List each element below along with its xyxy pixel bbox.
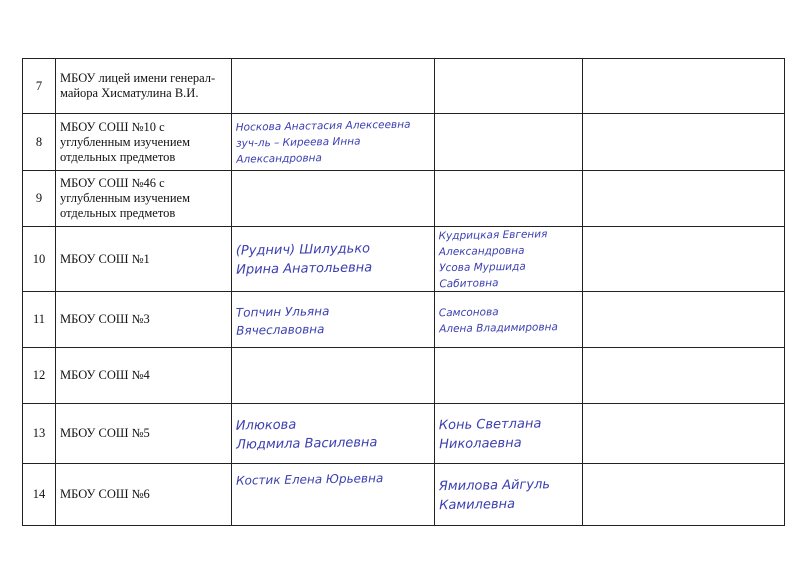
table-row (23, 348, 785, 404)
row-number: 11 (23, 292, 56, 348)
extra-cell (583, 464, 785, 526)
school-name: МБОУ СОШ №3 (56, 292, 232, 348)
handwritten-entry (236, 374, 430, 377)
row-number: 8 (23, 114, 56, 171)
row-number: 9 (23, 171, 56, 227)
participant-cell (232, 227, 435, 292)
school-name: МБОУ СОШ №1 (56, 227, 232, 292)
table-row (23, 227, 785, 292)
teacher-cell (435, 227, 583, 292)
row-number: 13 (23, 404, 56, 464)
participant-cell (232, 348, 435, 404)
handwritten-entry (587, 257, 780, 260)
handwritten-entry: Самсонова Алена Владимировна (438, 305, 558, 335)
handwritten-entry (587, 318, 780, 321)
row-number: 7 (23, 59, 56, 114)
handwritten-entry: Конь Светлана Николаевна (438, 415, 542, 452)
participant-cell (232, 171, 435, 227)
handwritten-entry (236, 84, 430, 87)
teacher-cell (435, 292, 583, 348)
school-name: МБОУ СОШ №10 с углубленным изучением отдельных предметов (56, 114, 232, 171)
teacher-cell (435, 171, 583, 227)
handwritten-entry (587, 197, 780, 200)
teacher-cell (435, 404, 583, 464)
handwritten-entry (587, 84, 780, 87)
row-number: 12 (23, 348, 56, 404)
row-number: 10 (23, 227, 56, 292)
handwritten-entry: Илюкова Людмила Василевна (235, 417, 378, 453)
participant-cell (232, 114, 435, 171)
extra-cell (583, 114, 785, 171)
handwritten-entry (439, 85, 578, 87)
extra-cell (583, 59, 785, 114)
extra-cell (583, 404, 785, 464)
handwritten-entry: Кудрицкая Евгения Александровна Усова Муршида Сабитовна (438, 228, 548, 291)
handwritten-entry: (Руднич) Шилудько Ирина Анатольевна (235, 241, 373, 278)
table-row (23, 292, 785, 348)
handwritten-entry (587, 432, 780, 435)
school-name: МБОУ СОШ №46 с углубленным изучением отдельных предметов (56, 171, 232, 227)
handwritten-entry: Носкова Анастасия Алексеевна зуч-ль – Киреева Инна Александровна (235, 118, 411, 166)
participant-cell (232, 464, 435, 526)
teacher-cell (435, 59, 583, 114)
handwritten-entry: Ямилова Айгуль Камилевна (438, 476, 551, 513)
row-number: 14 (23, 464, 56, 526)
table-row (23, 171, 785, 227)
school-name: МБОУ СОШ №4 (56, 348, 232, 404)
participant-cell (232, 59, 435, 114)
table-row (23, 59, 785, 114)
teacher-cell (435, 464, 583, 526)
extra-cell (583, 227, 785, 292)
handwritten-entry (587, 374, 780, 377)
handwritten-entry (439, 141, 578, 143)
school-name: МБОУ лицей имени генерал-майора Хисматулина В.И. (56, 59, 232, 114)
participant-cell (232, 292, 435, 348)
handwritten-entry: Костик Елена Юрьевна (235, 471, 384, 488)
handwritten-entry (587, 493, 780, 496)
teacher-cell (435, 348, 583, 404)
table-row (23, 114, 785, 171)
participant-cell (232, 404, 435, 464)
school-name: МБОУ СОШ №5 (56, 404, 232, 464)
handwritten-entry (236, 197, 430, 200)
handwritten-entry (439, 374, 578, 376)
extra-cell (583, 348, 785, 404)
extra-cell (583, 292, 785, 348)
table-row (23, 404, 785, 464)
extra-cell (583, 171, 785, 227)
handwritten-entry (587, 140, 780, 143)
table-row (23, 464, 785, 526)
teacher-cell (435, 114, 583, 171)
handwritten-entry: Топчин Ульяна Вячеславовна (235, 303, 330, 338)
schools-table (22, 58, 785, 526)
school-name: МБОУ СОШ №6 (56, 464, 232, 526)
handwritten-entry (439, 197, 578, 199)
